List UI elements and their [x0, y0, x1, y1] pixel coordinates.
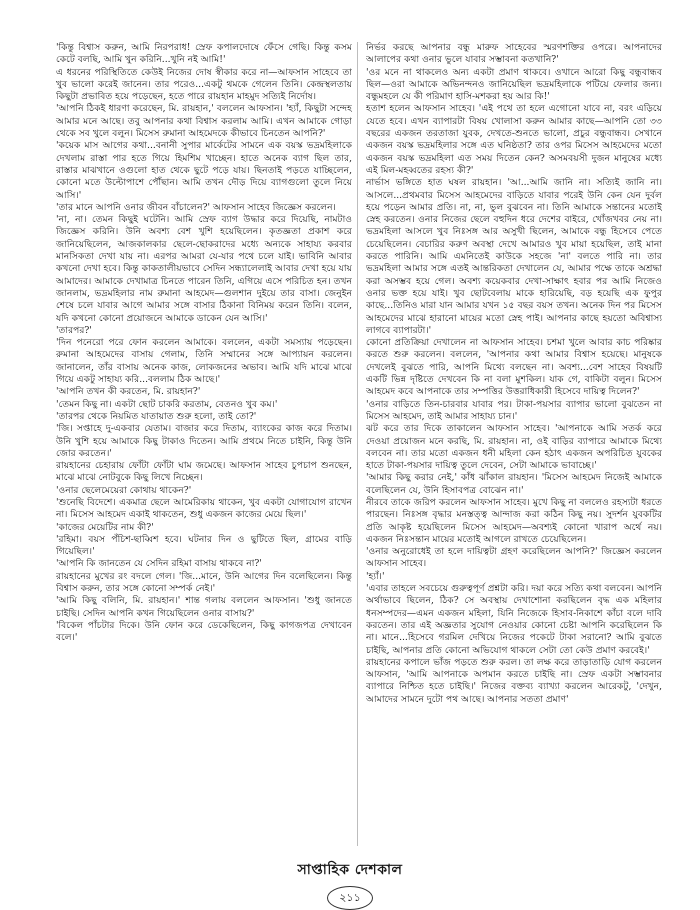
paragraph: 'আমার কিছু করার নেই,' কাঁধ ঝাঁকাল রায়হান। 'মিসেস আহমেদ নিজেই আমাকে বলেছিলেন যে, উনি হিসাবপত্র বোঝেন না।' [366, 472, 662, 496]
paragraph: 'দিন পনেরো পরে ফোন করলেন আমাকে। বললেন, একটা সমস্যায় পড়েছেন। রুমানা আহমেদের বাসায় গেলাম, তিনি সম্মানের সঙ্গে আপ্যায়ন করলেন। জানালেন, তাঁর বাসায় অনেক কাজ, লোকজনের অভাব। আমি যদি মাঝে মাঝে গিয়ে একটু সাহায্য করি...বললাম ঠিক আছে।' [56, 337, 352, 386]
paragraph: রায়হানের কপালে ভাঁজ পড়তে শুরু করল। তা লক্ষ করে তাড়াতাড়ি যোগ করলেন আফসান, 'আমি আপনাকে অপমান করতে চাইছি না। স্রেফ একটা সম্ভাবনার ব্যাপারে নিশ্চিত হতে চাইছি।' নিজের বক্তব্য ব্যাখ্যা করলেন আরেকটু, 'দেখুন, আমাদের সামনে দুটো পথ আছে। আপনার সততা প্রমাণ' [366, 656, 662, 705]
paragraph: 'হ্যাঁ।' [366, 570, 385, 582]
paragraph: 'আপনি কি জানতেন যে সেদিন রহিমা বাসায় থাকবে না?' [56, 558, 262, 570]
right-column [366, 42, 662, 846]
paragraph: 'তারপর থেকে নিয়মিত যাতায়াত শুরু হলো, তাই তো?' [56, 410, 257, 422]
paragraph: 'তার মানে আপনি ওনার জীবন বাঁচালেন?' আফসান সাহেব জিজ্ঞেস করলেন। [56, 201, 336, 213]
column-divider [357, 42, 358, 846]
paragraph: 'জি। সপ্তাহে দু-একবার যেতাম। বাজার করে দিতাম, ব্যাংকের কাজ করে দিতাম। উনি খুশি হয়ে আমাকে কিছু টাকাও দিতেন। আমি প্রথমে নিতে চাইনি, কিন্তু উনি জোর করতেন।' [56, 423, 352, 459]
left-column [56, 42, 352, 846]
paragraph: 'তেমন কিছু না। একটা ছোট চাকরি করতাম, বেতনও খুব কম।' [56, 398, 278, 410]
paragraph: হতাশ হলেন আফসান সাহেব। 'এই পথে তা হলে এগোনো যাবে না, বরং এড়িয়ে যেতে হবে। এখন ব্যাপারটা বিষয় খোলাসা করুন আমার কাছে—আপনি তো ৩৩ বছরের একজন তরতাজা যুবক, দেখতে-শুনতে ভালো, প্রচুর বন্ধুবান্ধব। সেখানে একজন বয়স্ক ভদ্রমহিলার সঙ্গে এত ঘনিষ্ঠতা? তার ওপর মিসেস আহমেদের মতো একজন বয়স্ক ভদ্রমহিলা এত সময় দিতেন কেন? অসমবয়সী দুজন মানুষের মধ্যে এই মিল-মহব্বতের রহস্য কী?' [366, 103, 662, 176]
paragraph: 'আমি কিছু বলিনি, মি. রায়হান।' শান্ত গলায় বললেন আফসান। 'শুধু জানতে চাইছি। সেদিন আপনি কখন গিয়েছিলেন ওনার বাসায়?' [56, 595, 352, 619]
paragraph: নীরবে তাকে জরিপ করলেন আফসান সাহেব। মুখে কিছু না বললেও রহস্যটা ধরতে পারছেন। নিঃসঙ্গ বৃদ্ধার মনস্তত্ত্ব আন্দাজ করা কঠিন কিছু নয়। সুদর্শন যুবকটির প্রতি আকৃষ্ট হয়েছিলেন মিসেস আহমেদ—অবশ্যই কোনো খারাপ অর্থে নয়। একজন নিঃসন্তান মায়ের মতোই আগলে রাখতে চেয়েছিলেন। [366, 496, 662, 545]
paragraph: 'ওনার ছেলেমেয়েরা কোথায় থাকেন?' [56, 484, 192, 496]
paragraph: 'আপনি ঠিকই ধারণা করেছেন, মি. রায়হান,' বললেন আফসান। 'হ্যাঁ, কিছুটা সন্দেহ আমার মনে আছে। তবু আপনার কথা বিশ্বাস করলাম আমি। এখন আমাকে গোড়া থেকে সব খুলে বলুন। মিসেস রুমানা আহমেদকে কীভাবে চিনতেন আপনি?' [56, 103, 352, 140]
paragraph: ঝট করে তার দিকে তাকালেন আফসান সাহেব। 'আপনাকে আমি সতর্ক করে দেওয়া প্রয়োজন মনে করছি, মি. রায়হান। না, ওই বাড়ির ব্যাপারে আমাকে মিথ্যে বলবেন না। তার মতো একজন ধনী মহিলা কেন হঠাৎ একজন অপরিচিত যুবকের হাতে টাকা-পয়সার দায়িত্ব তুলে দেবেন, সেটা আমাকে ভাবাচ্ছে।' [366, 423, 662, 472]
paragraph: 'ওনার বাড়িতে তিন-চারবার যাবার পর। টাকা-পয়সার ব্যাপার ভালো বুঝতেন না মিসেস আহমেদ, তাই আমার সাহায্য চান।' [366, 398, 662, 422]
paragraph: 'কিন্তু বিশ্বাস করুন, আমি নিরপরাধ! স্রেফ কপালদোষে ফেঁসে গেছি। কিন্তু কসম কেটে বলছি, আমি খুন করিনি...খুনি নই আমি!' [56, 42, 352, 66]
paragraph: 'কাজের মেয়েটির নাম কী?' [56, 521, 154, 533]
page-number: ২১১ [327, 886, 373, 910]
paragraph: 'রহিমা। বয়স পঁচিশ-ছাব্বিশ হবে। ঘটনার দিন ও ছুটিতে ছিল, গ্রামের বাড়ি গিয়েছিল।' [56, 533, 352, 558]
paragraph: 'কয়েক মাস আগের কথা...বনানী সুপার মার্কেটের সামনে এক বয়স্ক ভদ্রমহিলাকে দেখলাম রাস্তা পার হতে গিয়ে হিমশিম খাচ্ছেন। হাতে অনেক ব্যাগ ছিল তার, রাস্তার মাঝখানে ওগুলো হাত থেকে ছুটে পড়ে যায়। ছিনতাই পড়তে যাচ্ছিলেন, কোনো মতে উল্টোপাশে পৌঁছান। আমি তখন দৌড় দিয়ে ব্যাগগুলো তুলে নিয়ে আসি।' [56, 140, 352, 201]
paragraph: 'আপনি তখন কী করতেন, মি. রায়হান?' [56, 386, 201, 398]
magazine-title: সাপ্তাহিক দেশকাল [297, 862, 403, 878]
paragraph: 'এবার তাহলে সবচেয়ে গুরুত্বপূর্ণ প্রশ্নটা করি। দয়া করে সত্যি কথা বলবেন। আপনি অর্থাভাবে ছিলেন, ঠিক? সে অবস্থায় দেখাশোনা করছিলেন বৃদ্ধ এক মহিলার ধনসম্পদের—এমন একজন মহিলা, যিনি নিজেকে হিসাব-নিকাশে কাঁচা বলে দাবি করতেন। তার এই অজ্ঞতার সুযোগ নেওয়ার কোনো চেষ্টা আপনি করেছিলেন কি না। মানে...হিসেবে গরমিল দেখিয়ে নিজের পকেটে টাকা সরানো? আমি বুঝতে চাইছি, আপনার প্রতি কোনো অভিযোগ থাকলে সেটা তো কেউ প্রমাণ করবেই।' [366, 583, 662, 656]
paragraph: এ ধরনের পরিস্থিতিতে কেউই নিজের দোষ স্বীকার করে না—আফসান সাহেবে তা খুব ভালো করেই জানেন। তার পরেও...একটু থমকে গেলেন তিনি। কেন্দ্রস্থলতায় কিছুটা প্রভাবিত হয়ে পড়েছেন, হতে পারে রায়হান মাহমুদ সত্যিই নির্দোষ। [56, 66, 352, 103]
paragraph: কোনো প্রতিক্রিয়া দেখালেন না আফসান সাহেব। চশমা খুলে আবার কাচ পরিষ্কার করতে শুরু করলেন। বললেন, 'আপনার কথা আমার বিশ্বাস হয়েছে। মানুষকে দেখলেই বুঝতে পারি, আপনি মিথ্যে বলছেন না। অবশ্য...বেশ সাহেব বিষয়টি একটি ভিন্ন দৃষ্টিতে দেখবেন কি না বলা মুশকিল। যাক গে, বাকিটা বলুন। মিসেস আহমেদ কবে আপনাকে তার সম্পত্তির উত্তরাধিকারী হিসেবে দায়িত্ব দিলেন?' [366, 337, 662, 398]
paragraph: নির্ভর করছে আপনার বন্ধু মারুফ সাহেবের স্মরণশক্তির ওপরে। আপনাদের আলাপের কথা ওনার ভুলে যাবার সম্ভাবনা কতখানি?' [366, 42, 662, 66]
paragraph: 'বিকেল পাঁচটার দিকে। উনি ফোন করে ডেকেছিলেন, কিছু কাগজপত্র দেখাবেন বলে।' [56, 619, 352, 644]
paragraph: 'শুনেছি বিদেশে। একমাত্র ছেলে আমেরিকায় থাকেন, খুব একটা যোগাযোগ রাখেন না। মিসেস আহমেদ একাই থাকতেন, শুধু একজন কাজের মেয়ে ছিল।' [56, 496, 352, 521]
paragraph: রায়হানের চেহারায় ফোঁটা ফোঁটা ঘাম জমেছে। আফসান সাহেব চুপচাপ শুনছেন, মাঝে মাঝে নোটবুকে কিছু লিখে নিচ্ছেন। [56, 460, 352, 484]
paragraph: নার্ভাস ভঙ্গিতে হাত ঘষল রায়হান। 'আ...আমি জানি না। সত্যিই জানি না। আসলে...প্রথমবার মিসেস আহমেদের বাড়িতে যাবার পরেই উনি কেন যেন দুর্বল হয়ে পড়েন আমার প্রতি। না, না, ভুল বুঝবেন না। তিনি আমাকে সন্তানের মতোই স্নেহ করতেন। ওনার নিজের ছেলে বহুদিন ধরে দেশের বাইরে, খোঁজখবর নেয় না। ভদ্রমহিলা আসলে খুব নিঃসঙ্গ আর অসুখী ছিলেন, আমাকে বন্ধু হিসেবে পেতে চেয়েছিলেন। বেচারির করুণ অবস্থা দেখে আমারও খুব মায়া হয়েছিল, তাই মানা করতে পারিনি। আমি এমনিতেই কাউকে সহজে 'না' বলতে পারি না। তার ভদ্রমহিলা আমার সঙ্গে এতই আন্তরিকতা দেখালেন যে, আমার পক্ষে তাকে অশ্রদ্ধা করা অসম্ভব হয়ে গেল। অবশ্য কয়েকবার দেখা-সাক্ষাৎ হবার পর আমি নিজেও ওনার ভক্ত হয়ে যাই। খুব ছোটবেলায় মাকে হারিয়েছি, বড় হয়েছি এক ফুপুর কাছে...তিনিও মারা যান আমার যখন ১৫ বছর বয়স তখন। অনেক দিন পর মিসেস আহমেদের মাঝে হারানো মায়ের মতো স্নেহ পাই। আপনার কাছে হয়তো অবিশ্বাস্য লাগবে ব্যাপারটা।' [366, 177, 662, 336]
paragraph: 'তারপর?' [56, 324, 92, 336]
page-footer [0, 858, 700, 910]
paragraph: 'ওনার অনুরোধেই তা হলে দায়িত্বটা গ্রহণ করেছিলেন আপনি?' জিজ্ঞেস করলেন আফসান সাহেব। [366, 546, 662, 570]
paragraph: রায়হানের মুখের রং বদলে গেল। 'জি...মানে, উনি আগের দিন বলেছিলেন। কিন্তু বিশ্বাস করুন, তার সঙ্গে কোনো সম্পর্ক নেই।' [56, 570, 352, 595]
paragraph: 'না, না। তেমন কিছুই ঘটেনি। আমি স্রেফ ব্যাগ উদ্ধার করে দিয়েছি, নামটাও জিজ্ঞেস করিনি। উনি অবশ্য বেশ খুশি হয়েছিলেন। কৃতজ্ঞতা প্রকাশ করে জানিয়েছিলেন, আজকালকার ছেলে-ছোকরাদের মধ্যে অন্যকে সাহায্য করবার মানসিকতা দেখা যায় না। এরপর আমরা যে-যার পথে চলে যাই। ভাবিনি আবার কখনো দেখা হবে। কিন্তু কাকতালীয়ভাবে সেদিন সন্ধ্যালেলাই আবার দেখা হয়ে যায় আমাদের। আমাকে দেখামাত্র চিনতে পারেন তিনি, এগিয়ে এসে পরিচিত হন। তখন জানলাম, ভদ্রমহিলার নাম রুমানা আহমেদ—গুলশান দুইয়ে তার বাসা। জেনুইন শেষে চলে যাবার আগে আমার সঙ্গে বাসার ঠিকানা বিনিময় করেন তিনি। বলেন, যদি কখনো কোনো প্রয়োজনে আমাকে ডাকেন যেন আসি।' [56, 214, 352, 324]
paragraph: 'ওর মনে না থাকলেও অন্য একটা প্রমাণ থাকবে। ওখানে আরো কিছু বন্ধুবান্ধব ছিল—ওরা আমাকে অভিনন্দনও জানিয়েছিল ভদ্রমহিলাকে পটিয়ে ফেলার জন্য। বন্ধুমহলে যে কী পরিমাণ হাসি-মশকরা হয় আর কি!' [366, 66, 662, 103]
